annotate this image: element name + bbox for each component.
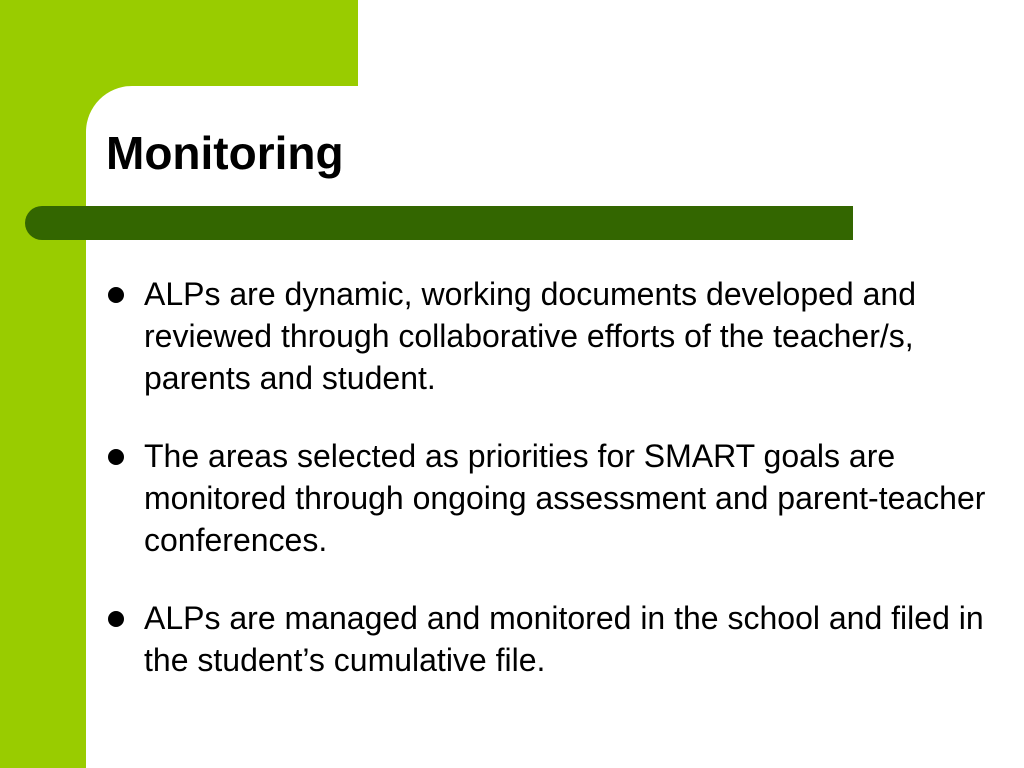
bullet-list (106, 273, 986, 717)
bullet-item (106, 273, 986, 399)
bullet-text: ALPs are dynamic, working documents developed and reviewed through collaborative efforts of the teacher/s, parents and student. (144, 276, 916, 396)
slide-title: Monitoring (106, 127, 344, 179)
bullet-dot-icon (108, 449, 124, 465)
bullet-text: The areas selected as priorities for SMART goals are monitored through ongoing assessment and parent-teacher conferences. (144, 438, 986, 558)
bullet-text: ALPs are managed and monitored in the school and filed in the student’s cumulative file. (144, 600, 984, 678)
bullet-dot-icon (108, 287, 124, 303)
title-underline-bar (25, 206, 853, 240)
bullet-item (106, 597, 986, 681)
bullet-dot-icon (108, 611, 124, 627)
bullet-item (106, 435, 986, 561)
